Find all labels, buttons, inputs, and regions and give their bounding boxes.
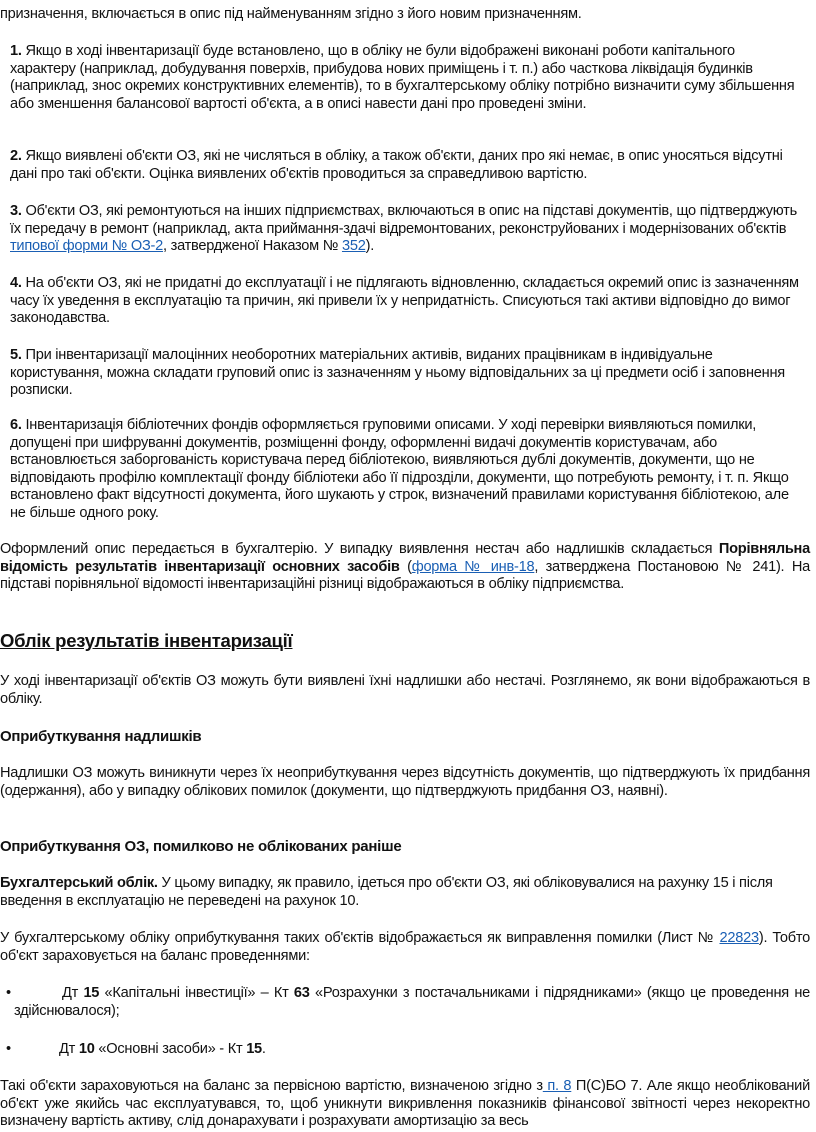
list-item-4 bbox=[10, 275, 800, 328]
item-text: , затвердженої Наказом № bbox=[163, 238, 342, 255]
paragraph-surplus: Надлишки ОЗ можуть виникнути через їх неоприбуткування через відсутність документів, що підтверджують їх придбання (одержання), або у випадку облікових помилок (документи, що підтверджують придбання ОЗ, наявні). bbox=[0, 765, 810, 799]
list-item-6 bbox=[10, 417, 800, 523]
text: У бухгалтерському обліку оприбуткування таких об'єктів відображається як виправлення помилки (Лист № bbox=[0, 930, 720, 946]
bold-text: Порівняльна відомість результатів інвентаризації основних засобів bbox=[0, 541, 810, 575]
item-number: 2. bbox=[10, 148, 22, 164]
account-number: 15 bbox=[246, 1041, 262, 1057]
list-item-3 bbox=[10, 203, 800, 256]
text: Такі об'єкти зараховуються на баланс за первісною вартістю, визначеною згідно з bbox=[0, 1078, 543, 1094]
item-text: Якщо виявлені об'єкти ОЗ, які не числяться в обліку, а також об'єкти, даних про які немає, в опис уносяться відсутні дані про такі об'єкти. Оцінка виявлених об'єктів проводиться за справедливою вартістю. bbox=[10, 148, 783, 182]
list-item-2 bbox=[10, 148, 800, 183]
item-number: 5. bbox=[10, 347, 22, 363]
text: Оформлений опис передається в бухгалтерію. У випадку виявлення нестач або надлишків складається bbox=[0, 541, 719, 557]
bullet-text bbox=[0, 1041, 810, 1059]
text: «Розрахунки з постачальниками і підрядниками» (якщо це проведення не здійснювалося); bbox=[14, 985, 810, 1019]
item-text: Інвентаризація бібліотечних фондів оформляється груповими описами. У ході перевірки виявляються помилки, допущені при шифруванні документів, розміщенні фонду, оформленні видачі документів користувачам, або встановлюється заборгованість користувача перед бібліотекою, виявляються дублі документів, документи, що не відповідають профілю комплектації фонду бібліотеки або її підрозділи, документи, що потребують ремонту, і т. п. Якщо встановлено факт відсутності документа, його шукають у строк, визначений правилами користування бібліотекою, але не більше одного року. bbox=[10, 417, 789, 521]
text: «Капітальні інвестиції» – Кт bbox=[99, 985, 294, 1001]
paragraph-opys bbox=[0, 541, 810, 594]
item-text: Об'єкти ОЗ, які ремонтуються на інших підприємствах, включаються в опис на підставі документів, що підтверджують їх передачу в ремонт (наприклад, акта приймання-здачі відремонтованих, реконструйованих і модернізованих об'єктів bbox=[10, 203, 797, 237]
item-number: 1. bbox=[10, 43, 22, 59]
item-text: При інвентаризації малоцінних необоротних матеріальних активів, виданих працівникам в індивідуальне користування, можна складати груповий опис із зазначенням у ньому відповідальних за ці предмети осіб і заповнення розписки. bbox=[10, 347, 785, 399]
bullet-icon: • bbox=[6, 985, 11, 1001]
list-item-1 bbox=[10, 43, 800, 113]
list-item-5 bbox=[10, 347, 800, 400]
account-number: 15 bbox=[83, 985, 100, 1001]
paragraph-intro: У ході інвентаризації об'єктів ОЗ можуть бути виявлені їхні надлишки або нестачі. Розглянемо, як вони відображаються в обліку. bbox=[0, 673, 810, 707]
account-number: 63 bbox=[293, 985, 310, 1001]
paragraph-continuation: призначення, включається в опис під найменуванням згідно з його новим призначенням. bbox=[0, 6, 582, 22]
bullet-icon: • bbox=[6, 1041, 11, 1057]
bold-text: Бухгалтерський облік. bbox=[0, 875, 158, 891]
paragraph-initial-cost bbox=[0, 1078, 810, 1131]
text: П(С)БО 7. Але якщо необлікований об'єкт уже якийсь час експлуатувався, то, щоб уникнути викривлення показників фінансової звітності через некоректно визначену вартість активу, слід донарахувати і розрахувати амортизацію за весь bbox=[0, 1078, 810, 1130]
item-number: 4. bbox=[10, 275, 22, 291]
bullet-item-2 bbox=[0, 1041, 810, 1059]
item-text: На об'єкти ОЗ, які не придатні до експлуатації і не підлягають відновленню, складається окремий опис із зазначенням часу їх уведення в експлуатацію та причин, які привели їх у непридатність. Списуються такі активи відповідно до вимог законодавства. bbox=[10, 275, 799, 327]
text: , затверджена Постановою № 241). На підставі порівняльної відомості інвентаризаційні різниці відображаються в обліку підприємства. bbox=[0, 558, 810, 593]
text: Дт bbox=[59, 1041, 79, 1057]
section-heading: Облік результатів інвентаризації bbox=[0, 630, 293, 651]
paragraph-letter bbox=[0, 930, 810, 965]
link-p8[interactable]: п. 8 bbox=[542, 1078, 572, 1094]
text: ( bbox=[399, 558, 412, 575]
account-number: 10 bbox=[78, 1041, 95, 1057]
bullet-text bbox=[0, 985, 810, 1020]
link-form-inv18[interactable]: форма № инв-18 bbox=[411, 558, 535, 575]
item-number: 3. bbox=[10, 203, 22, 219]
text: ). Тобто об'єкт зараховується на баланс проведеннями: bbox=[0, 930, 810, 964]
link-form-oz2[interactable]: типової форми № ОЗ-2 bbox=[10, 238, 164, 255]
text: «Основні засоби» - Кт bbox=[94, 1041, 247, 1057]
subheading-surplus: Оприбуткування надлишків bbox=[0, 728, 202, 745]
subheading-unrecorded: Оприбуткування ОЗ, помилково не облікованих раніше bbox=[0, 838, 402, 855]
text: . bbox=[261, 1041, 266, 1057]
link-order-352[interactable]: 352 bbox=[341, 238, 366, 255]
item-number: 6. bbox=[10, 417, 22, 433]
text: Дт bbox=[62, 985, 84, 1001]
item-text: Якщо в ході інвентаризації буде встановлено, що в обліку не були відображені виконані роботи капітального характеру (наприклад, добудування поверхів, прибудова нових приміщень і т. п.) або часткова ліквідація будинків (наприклад, знос окремих конструктивних елементів), то в бухгалтерському обліку потрібно визначити суму збільшення або зменшення балансової вартості об'єкта, а в описі навести дані про проведені зміни. bbox=[10, 43, 795, 112]
item-text: ). bbox=[365, 238, 374, 255]
bullet-item-1 bbox=[0, 985, 810, 1020]
paragraph-accounting bbox=[0, 875, 810, 910]
link-letter-22823[interactable]: 22823 bbox=[719, 930, 759, 946]
text: У цьому випадку, як правило, ідеться про об'єкти ОЗ, які обліковувалися на рахунку 15 і після введення в експлуатацію не переведені на рахунок 10. bbox=[0, 875, 773, 909]
